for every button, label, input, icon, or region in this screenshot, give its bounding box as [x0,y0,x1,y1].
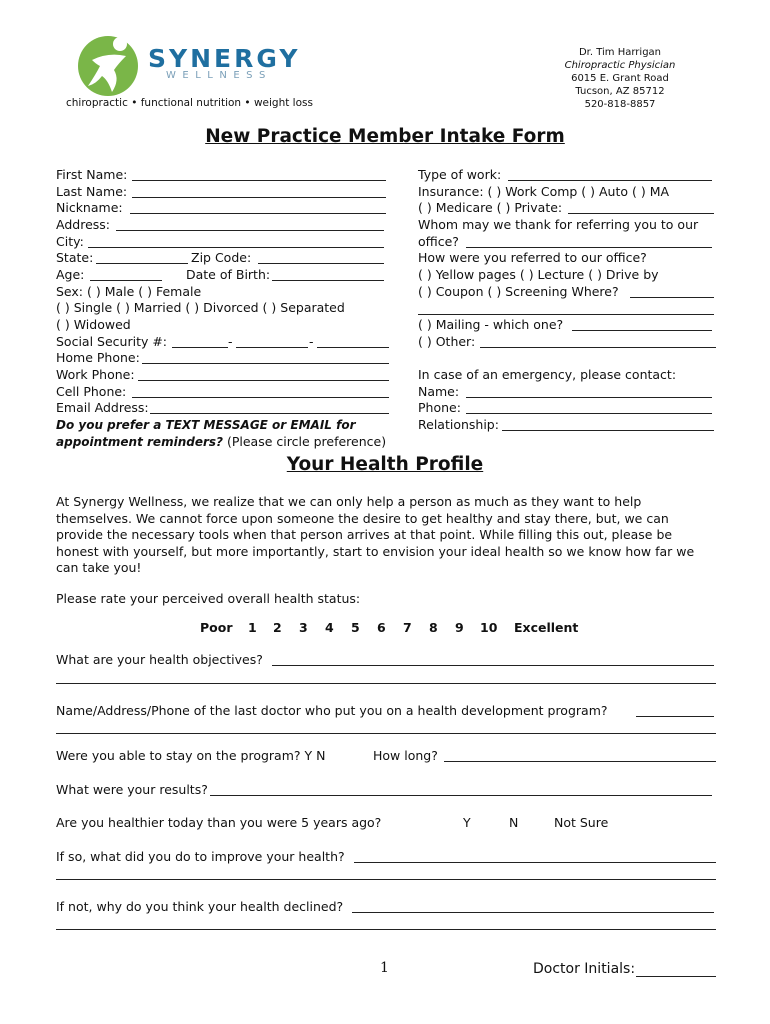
referral-question-line2: office? [418,234,459,249]
work-phone-label: Work Phone: [56,367,135,382]
private-insurance-field[interactable] [568,213,714,214]
declined-label: If not, why do you think your health declined? [56,899,344,914]
sex-options[interactable]: Sex: ( ) Male ( ) Female [56,284,202,299]
zip-label: Zip Code: [191,250,252,265]
referral-field[interactable] [466,247,712,248]
how-long-label: How long? [373,748,438,763]
emergency-relationship-field[interactable] [502,430,714,431]
objectives-label: What are your health objectives? [56,652,263,667]
last-name-label: Last Name: [56,184,128,199]
doctor-phone: 520-818-8857 [584,99,656,110]
address-label: Address: [56,217,110,232]
logo [74,30,144,100]
profile-title: Your Health Profile [286,454,484,475]
ssn-field-2[interactable] [236,347,308,348]
doctor-title: Chiropractic Physician [564,60,676,71]
how-long-field[interactable] [444,761,716,762]
emergency-relationship-label: Relationship: [418,417,499,432]
rating-5[interactable]: 5 [351,620,360,635]
rating-excellent: Excellent [514,620,579,635]
emergency-name-field[interactable] [466,397,712,398]
insurance-options[interactable]: Insurance: ( ) Work Comp ( ) Auto ( ) MA [418,184,670,199]
results-label: What were your results? [56,782,208,797]
cell-phone-label: Cell Phone: [56,384,127,399]
intro-paragraph: At Synergy Wellness, we realize that we can only help a person as much as they want to help themselves. We cannot force upon someone the desire to get healthy and stay there, but, we can provide the necessary tools when that person arrives at that point. While filling this out, please be honest with yourself, but more importantly, start to envision your ideal health so we know how far we can take you! [56,494,695,575]
form-title: New Practice Member Intake Form [205,126,565,147]
rating-3[interactable]: 3 [299,620,308,635]
referred-options-2[interactable]: ( ) Coupon ( ) Screening Where? [418,284,619,299]
rating-1[interactable]: 1 [248,620,257,635]
first-name-field[interactable] [132,180,386,181]
declined-field-2[interactable] [56,929,716,930]
doctor-initials-label: Doctor Initials: [533,961,636,977]
improve-field-2[interactable] [56,879,716,880]
first-name-label: First Name: [56,167,128,182]
other-field[interactable] [480,347,716,348]
screening-where-field[interactable] [630,297,714,298]
state-label: State: [56,250,94,265]
work-phone-field[interactable] [138,380,389,381]
rating-6[interactable]: 6 [377,620,386,635]
referred-how-label: How were you referred to our office? [418,250,647,265]
ssn-dash-2: - [309,334,314,349]
emergency-phone-field[interactable] [466,413,712,414]
health-rating-scale [0,620,770,636]
city-label: City: [56,234,84,249]
type-of-work-field[interactable] [508,180,712,181]
nickname-label: Nickname: [56,200,123,215]
improve-label: If so, what did you do to improve your health? [56,849,345,864]
logo-figure-icon [74,30,144,100]
results-field[interactable] [210,795,712,796]
tagline: chiropractic • functional nutrition • weight loss [66,97,313,109]
stay-on-program-question[interactable]: Were you able to stay on the program? Y N [56,748,326,763]
widowed-option[interactable]: ( ) Widowed [56,317,131,332]
rating-7[interactable]: 7 [403,620,412,635]
last-doctor-field-2[interactable] [56,733,716,734]
doctor-block [540,46,700,111]
age-label: Age: [56,267,85,282]
email-label: Email Address: [56,400,149,415]
referral-question-line1: Whom may we thank for referring you to our [418,217,699,232]
improve-field[interactable] [354,862,716,863]
screening-where-field-2[interactable] [418,314,714,315]
other-option[interactable]: ( ) Other: [418,334,476,349]
home-phone-label: Home Phone: [56,350,140,365]
age-field[interactable] [90,280,162,281]
marital-options[interactable]: ( ) Single ( ) Married ( ) Divorced ( ) Separated [56,300,345,315]
email-field[interactable] [150,413,389,414]
emergency-name-label: Name: [418,384,460,399]
doctor-address1: 6015 E. Grant Road [571,73,669,84]
ssn-field-1[interactable] [172,347,228,348]
rating-8[interactable]: 8 [429,620,438,635]
reminder-pref-line1: Do you prefer a TEXT MESSAGE or EMAIL for [56,418,356,432]
doctor-initials-field[interactable] [636,976,716,977]
reminder-pref-line2: appointment reminders? [56,435,223,449]
nickname-field[interactable] [130,213,386,214]
dob-field[interactable] [272,280,384,281]
brand-sub: WELLNESS [166,70,272,81]
ssn-label: Social Security #: [56,334,168,349]
healthier-not-sure[interactable]: Not Sure [554,815,609,830]
last-doctor-field[interactable] [636,716,714,717]
objectives-field-2[interactable] [56,683,716,684]
last-doctor-label: Name/Address/Phone of the last doctor who put you on a health development program? [56,703,608,718]
rating-10[interactable]: 10 [480,620,498,635]
type-of-work-label: Type of work: [418,167,502,182]
cell-phone-field[interactable] [132,397,389,398]
ssn-dash-1: - [228,334,233,349]
mailing-field[interactable] [572,330,712,331]
brand-name: SYNERGY [148,44,301,73]
reminder-pref-note[interactable]: (Please circle preference) [226,434,387,449]
rating-poor: Poor [200,620,233,635]
mailing-option[interactable]: ( ) Mailing - which one? [418,317,564,332]
zip-field[interactable] [258,263,384,264]
rate-prompt: Please rate your perceived overall health status: [56,591,361,606]
objectives-field[interactable] [272,665,714,666]
referred-options-1[interactable]: ( ) Yellow pages ( ) Lecture ( ) Drive by [418,267,659,282]
rating-2[interactable]: 2 [273,620,282,635]
state-field[interactable] [96,263,188,264]
emergency-label: In case of an emergency, please contact: [418,367,677,382]
address-field[interactable] [116,230,384,231]
declined-field[interactable] [352,912,714,913]
doctor-name: Dr. Tim Harrigan [578,47,662,58]
home-phone-field[interactable] [142,363,389,364]
emergency-phone-label: Phone: [418,400,461,415]
city-field[interactable] [88,247,384,248]
rating-9[interactable]: 9 [455,620,464,635]
ssn-field-3[interactable] [317,347,389,348]
dob-label: Date of Birth: [186,267,271,282]
page-number: 1 [380,960,389,976]
healthier-no[interactable]: N [509,815,519,830]
healthier-question: Are you healthier today than you were 5 years ago? [56,815,382,830]
last-name-field[interactable] [132,197,386,198]
healthier-yes[interactable]: Y [463,815,471,830]
medicare-options[interactable]: ( ) Medicare ( ) Private: [418,200,563,215]
doctor-address2: Tucson, AZ 85712 [575,86,665,97]
rating-4[interactable]: 4 [325,620,334,635]
